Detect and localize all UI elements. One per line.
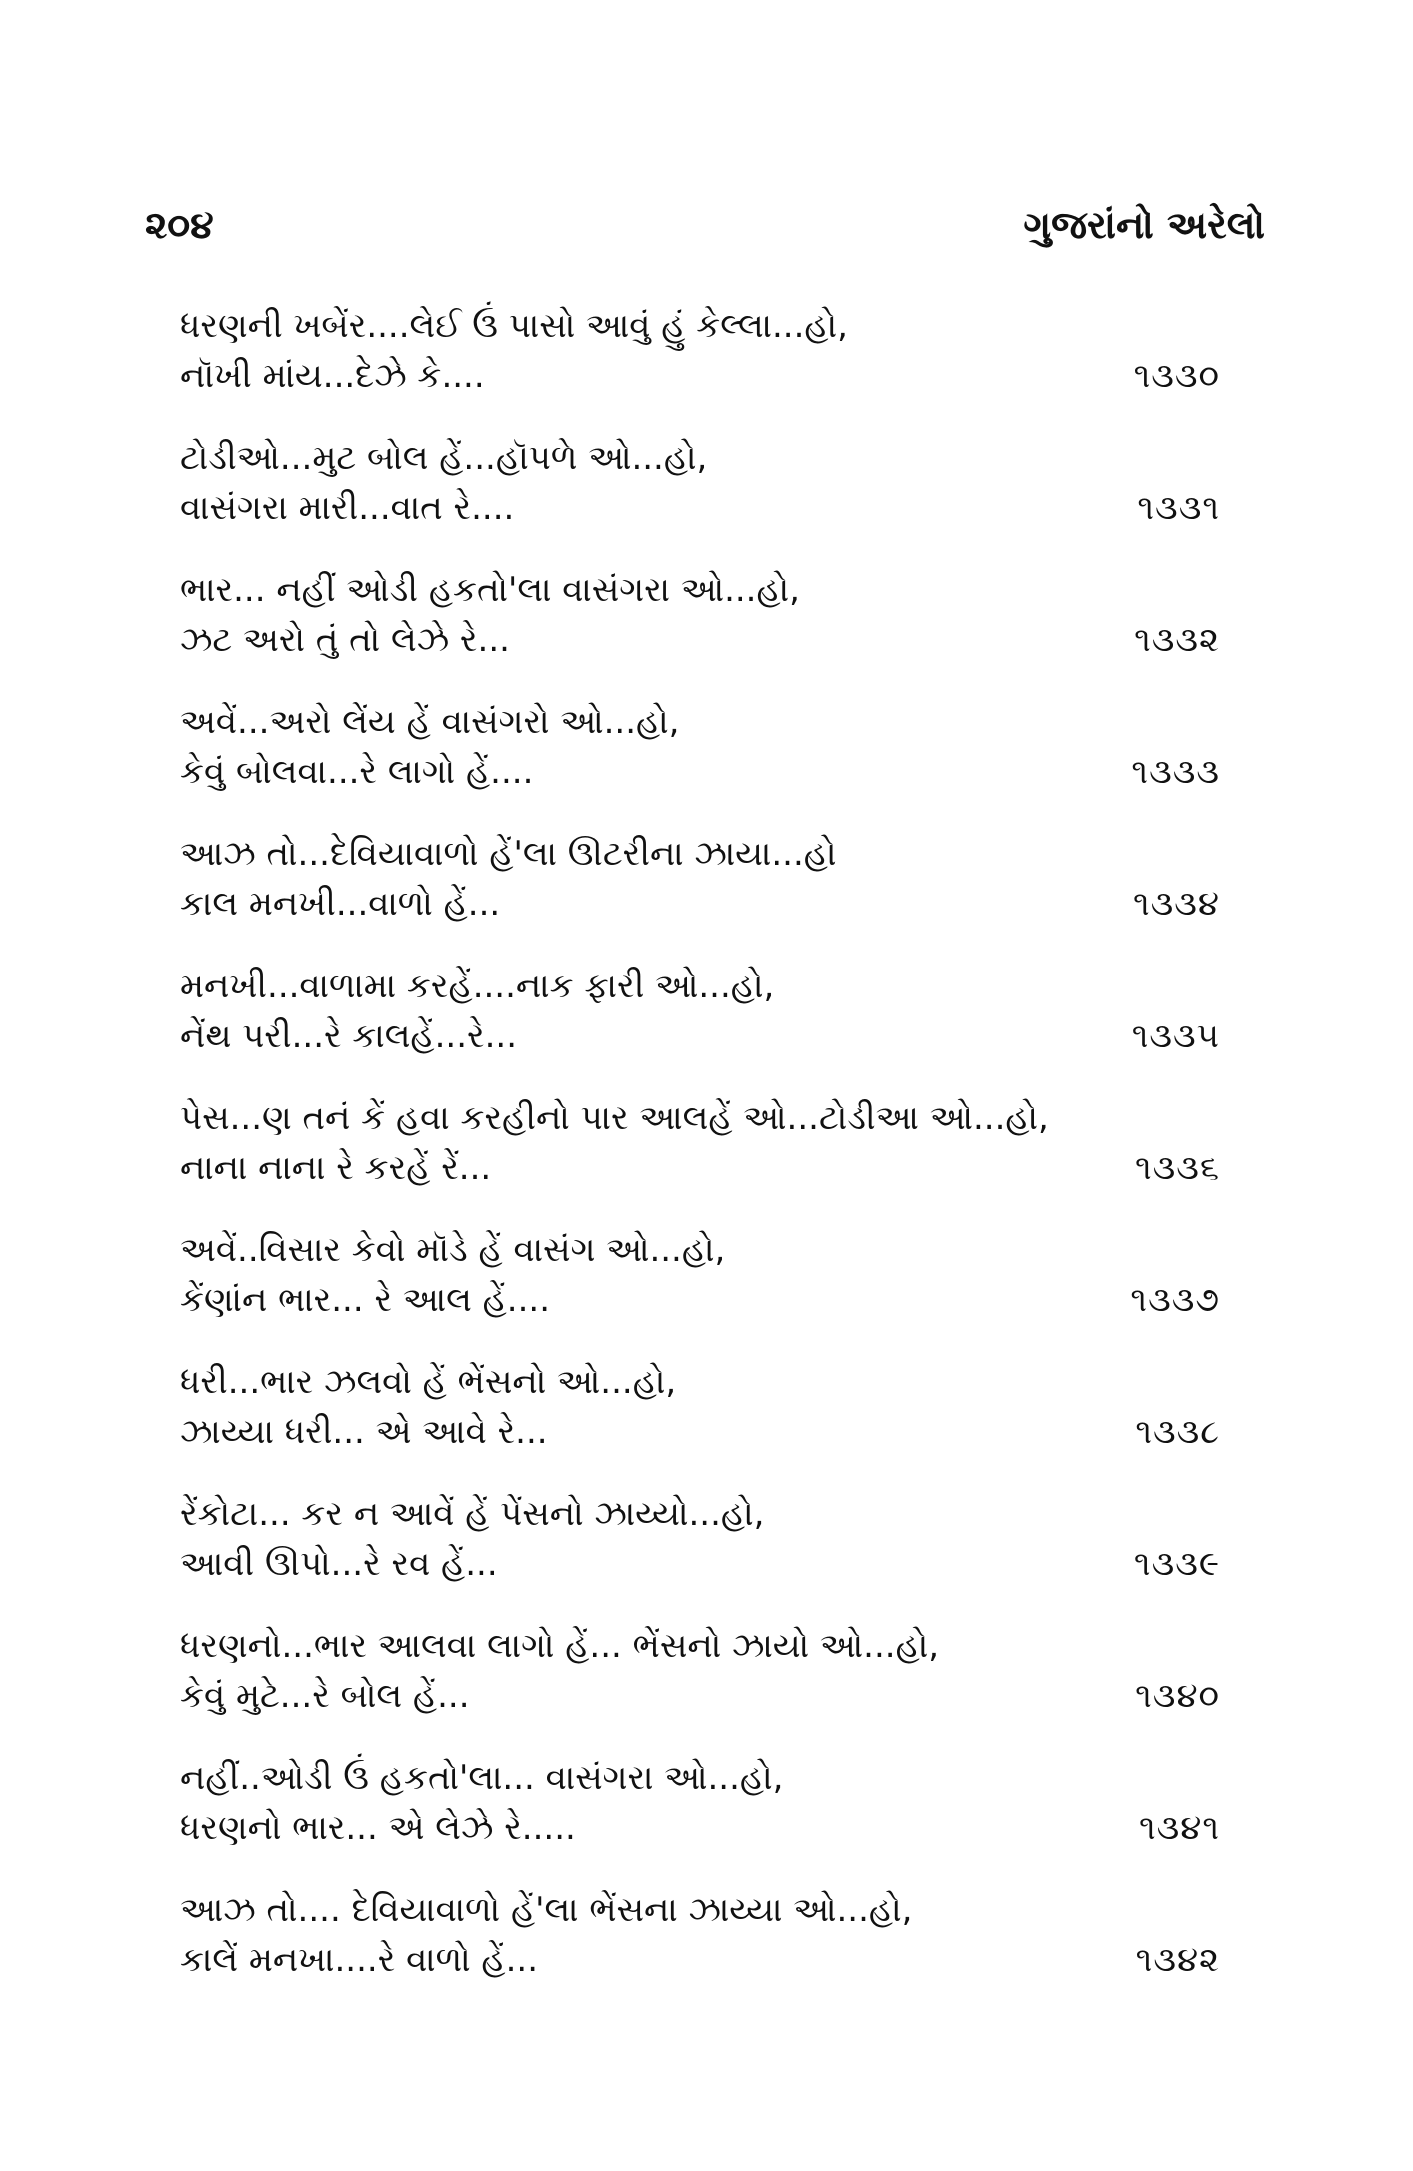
- verse: [180, 1884, 1220, 2016]
- verse: [180, 1752, 1220, 1884]
- verse-line-1: ભાર... નહીં ઓડી હકતો'લા વાસંગરા ઓ...હો,: [180, 570, 800, 610]
- verse: [180, 1620, 1220, 1752]
- verse-line-2: કાલ મનખી...વાળો હેં...: [180, 884, 501, 924]
- verse-line-2: નેંથ પરી...રે કાલહેં...રે...: [180, 1016, 518, 1056]
- verse-line-1: અવેં...અરો લેંય હેં વાસંગરો ઓ...હો,: [180, 702, 680, 742]
- verse-line-1: ધરણની ખબેંર....લેઈ ઉં પાસો આવું હું કેલ્લા...હો,: [180, 306, 848, 346]
- verse-line-1: ટોડીઓ...મુટ બોલ હેં...હૉપળે ઓ...હો,: [180, 438, 708, 478]
- verse: [180, 300, 1220, 432]
- verse-line-1: મનખી...વાળામા કરહેં....નાક ફારી ઓ...હો,: [180, 966, 775, 1006]
- verse: [180, 564, 1220, 696]
- verse-line-1: આઝ તો...દેવિયાવાળો હેં'લા ઊટરીના ઝાયા...હો: [180, 834, 837, 874]
- verse-number: ૧૩૪૨: [1135, 1940, 1220, 1980]
- verse-line-2: ધરણનો ભાર... એ લેઝે રે.....: [180, 1808, 576, 1848]
- verse-line-2: વાસંગરા મારી...વાત રે....: [180, 488, 515, 528]
- verse-number: ૧૩૩૩: [1131, 752, 1220, 792]
- verse-number: ૧૩૩૦: [1133, 356, 1220, 396]
- verse-line-2: નૉખી માંય...દેઝે કે....: [180, 356, 485, 396]
- verse-line-1: નહીં..ઓડી ઉં હકતો'લા... વાસંગરા ઓ...હો,: [180, 1758, 784, 1798]
- verse-line-2: કેવું મુટે...રે બોલ હેં...: [180, 1676, 470, 1716]
- running-title: ગુજરાંનો અરેલો: [1023, 203, 1265, 247]
- verse-line-2: કેવું બોલવા...રે લાગો હેં....: [180, 752, 534, 792]
- verse-number: ૧૩૩૭: [1130, 1280, 1220, 1320]
- verse-line-1: રેંકોટા... કર ન આવેં હેં પેંસનો ઝાય્યો...હો,: [180, 1494, 765, 1534]
- verse: [180, 1224, 1220, 1356]
- verse-line-2: કેંણાંન ભાર... રે આલ હેં....: [180, 1280, 551, 1320]
- page-header: [145, 200, 1265, 260]
- verse-line-1: ધરણનો...ભાર આલવા લાગો હેં... ભેંસનો ઝાયો ઓ...હો,: [180, 1626, 940, 1666]
- verse-number: ૧૩૩૪: [1132, 884, 1220, 924]
- verse-line-1: અવેં..વિસાર કેવો મૉડે હેં વાસંગ ઓ...હો,: [180, 1230, 726, 1270]
- verse-number: ૧૩૩૧: [1137, 488, 1220, 528]
- verse-list: [180, 300, 1220, 2016]
- verse: [180, 1092, 1220, 1224]
- verse-line-2: ઝાય્યા ધરી... એ આવે રે...: [180, 1412, 548, 1452]
- verse-number: ૧૩૩૯: [1133, 1544, 1220, 1584]
- verse-line-1: આઝ તો.... દેવિયાવાળો હેં'લા ભેંસના ઝાય્યા ઓ...હો,: [180, 1890, 913, 1930]
- verse-line-2: આવી ઊપો...રે રવ હેં...: [180, 1544, 498, 1584]
- verse-number: ૧૩૩૨: [1134, 620, 1220, 660]
- page-number: ૨૦૪: [145, 203, 214, 247]
- verse: [180, 1356, 1220, 1488]
- verse-line-2: ઝટ અરો તું તો લેઝે રે...: [180, 620, 510, 660]
- verse-number: ૧૩૪૧: [1138, 1808, 1220, 1848]
- verse-number: ૧૩૪૦: [1135, 1676, 1220, 1716]
- verse: [180, 432, 1220, 564]
- verse: [180, 960, 1220, 1092]
- verse-line-2: કાલેં મનખા....રે વાળો હેં...: [180, 1940, 539, 1980]
- verse-line-1: ધરી...ભાર ઝલવો હેં ભેંસનો ઓ...હો,: [180, 1362, 677, 1402]
- verse-number: ૧૩૩૮: [1135, 1412, 1220, 1452]
- verse-number: ૧૩૩૫: [1131, 1016, 1220, 1056]
- verse-line-1: પેસ...ણ તનં કેં હવા કરહીનો પાર આલહેં ઓ...ટોડીઆ ઓ...હો,: [180, 1098, 1049, 1138]
- verse: [180, 1488, 1220, 1620]
- verse: [180, 696, 1220, 828]
- verse: [180, 828, 1220, 960]
- verse-line-2: નાના નાના રે કરહેં રેં...: [180, 1148, 492, 1188]
- verse-number: ૧૩૩૬: [1135, 1148, 1220, 1188]
